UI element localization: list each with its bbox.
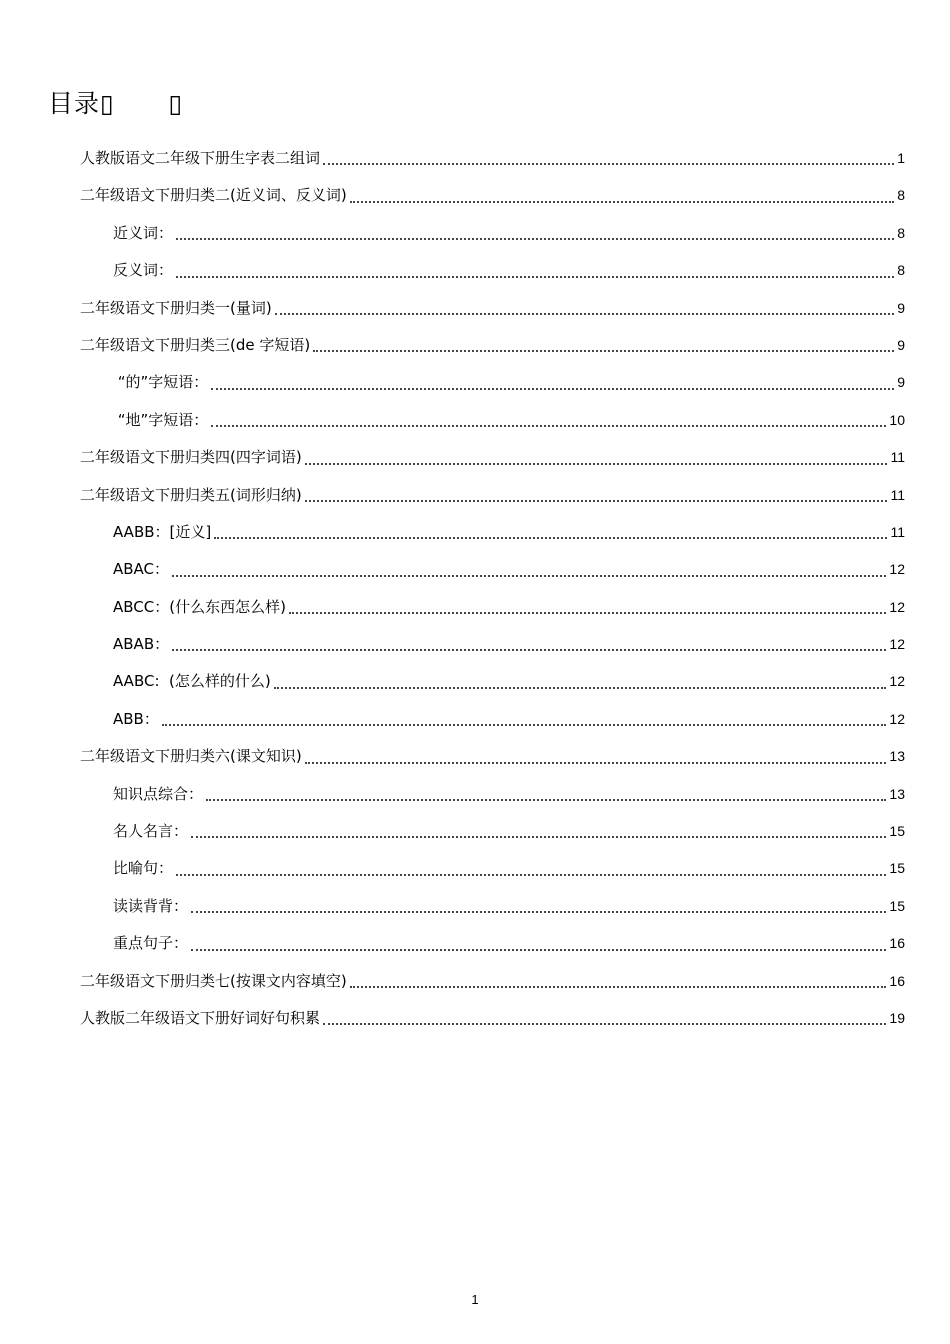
toc-entry-label: AABB：[近义] — [113, 522, 212, 541]
toc-entry-label: 二年级语文下册归类二(近义词、反义词) — [80, 186, 347, 205]
toc-entry-label: 人教版二年级语文下册好词好句积累 — [80, 1008, 321, 1027]
dot-leader — [323, 1023, 886, 1025]
dot-leader — [305, 463, 888, 465]
dot-leader — [191, 949, 886, 951]
toc-entry-page: 8 — [897, 187, 905, 204]
dot-leader — [211, 388, 894, 390]
toc-entry[interactable] — [80, 290, 905, 327]
toc-entry-page: 10 — [889, 411, 905, 428]
toc-entry-page: 15 — [889, 860, 905, 877]
toc-entry-page: 9 — [897, 374, 905, 391]
toc-entry-page: 12 — [889, 673, 905, 690]
toc-entry[interactable] — [80, 925, 905, 962]
toc-entry-page: 11 — [890, 486, 905, 503]
dot-leader — [211, 425, 886, 427]
dot-leader — [305, 500, 888, 502]
toc-entry-label: 二年级语文下册归类七(按课文内容填空) — [80, 971, 347, 990]
toc-entry-label: 二年级语文下册归类一(量词) — [80, 298, 272, 317]
dot-leader — [350, 201, 894, 203]
toc-entry-label: 人教版语文二年级下册生字表二组词 — [80, 148, 321, 167]
dot-leader — [176, 874, 886, 876]
toc-entry-label: ABAC： — [113, 560, 170, 579]
toc-entry-label: 二年级语文下册归类五(词形归纳) — [80, 485, 302, 504]
toc-entry-page: 12 — [889, 598, 905, 615]
toc-entry-label: 反义词： — [113, 261, 174, 280]
toc-entry[interactable] — [80, 589, 905, 626]
toc-entry[interactable] — [80, 1000, 905, 1037]
table-of-contents — [80, 140, 905, 1037]
dot-leader — [172, 649, 886, 651]
toc-entry-label: ABCC：(什么东西怎么样) — [113, 597, 286, 616]
toc-entry[interactable] — [80, 327, 905, 364]
dot-leader — [172, 575, 886, 577]
toc-entry-label: “地”字短语： — [113, 410, 209, 429]
toc-entry-label: 二年级语文下册归类六(课文知识) — [80, 747, 302, 766]
dot-leader — [162, 724, 887, 726]
dot-leader — [313, 350, 894, 352]
toc-entry-label: 比喻句： — [113, 859, 174, 878]
dot-leader — [191, 911, 886, 913]
toc-entry-page: 1 — [897, 149, 905, 166]
toc-entry-label: ABAB： — [113, 635, 170, 654]
toc-entry[interactable] — [80, 252, 905, 289]
toc-entry-label: 读读背背： — [113, 896, 189, 915]
toc-entry-label: 重点句子： — [113, 934, 189, 953]
toc-entry-page: 11 — [890, 449, 905, 466]
page-number: 1 — [471, 1292, 479, 1307]
toc-entry[interactable] — [80, 963, 905, 1000]
toc-entry[interactable] — [80, 663, 905, 700]
toc-title: 目录▯ ▯ — [48, 89, 184, 118]
toc-entry[interactable] — [80, 402, 905, 439]
toc-entry-page: 12 — [889, 636, 905, 653]
toc-entry[interactable] — [80, 888, 905, 925]
toc-entry[interactable] — [80, 140, 905, 177]
toc-entry-page: 9 — [897, 336, 905, 353]
toc-entry[interactable] — [80, 439, 905, 476]
toc-entry-page: 19 — [889, 1009, 905, 1026]
toc-entry-label: ABB： — [113, 709, 159, 728]
dot-leader — [274, 687, 887, 689]
toc-entry-page: 8 — [897, 224, 905, 241]
toc-entry[interactable] — [80, 551, 905, 588]
toc-entry-label: 知识点综合： — [113, 784, 204, 803]
toc-entry[interactable] — [80, 514, 905, 551]
toc-entry-page: 16 — [889, 972, 905, 989]
toc-entry[interactable] — [80, 477, 905, 514]
toc-entry-page: 13 — [889, 748, 905, 765]
toc-entry[interactable] — [80, 738, 905, 775]
dot-leader — [275, 313, 894, 315]
toc-entry-page: 16 — [889, 935, 905, 952]
toc-entry-page: 8 — [897, 262, 905, 279]
dot-leader — [214, 537, 887, 539]
toc-entry-label: 近义词： — [113, 223, 174, 242]
toc-entry-page: 13 — [889, 785, 905, 802]
dot-leader — [176, 238, 894, 240]
toc-entry-label: 二年级语文下册归类四(四字词语) — [80, 448, 302, 467]
toc-entry[interactable] — [80, 776, 905, 813]
toc-entry-label: 名人名言： — [113, 822, 189, 841]
toc-entry[interactable] — [80, 177, 905, 214]
toc-entry-page: 12 — [889, 710, 905, 727]
dot-leader — [350, 986, 887, 988]
toc-entry-label: “的”字短语： — [113, 373, 209, 392]
toc-entry[interactable] — [80, 701, 905, 738]
dot-leader — [206, 799, 886, 801]
dot-leader — [176, 276, 894, 278]
toc-entry-page: 15 — [889, 897, 905, 914]
dot-leader — [305, 762, 887, 764]
toc-entry-page: 11 — [890, 523, 905, 540]
toc-entry[interactable] — [80, 850, 905, 887]
dot-leader — [323, 163, 894, 165]
dot-leader — [191, 836, 886, 838]
toc-entry[interactable] — [80, 813, 905, 850]
toc-entry[interactable] — [80, 364, 905, 401]
toc-entry-label: 二年级语文下册归类三(de 字短语) — [80, 335, 311, 354]
toc-entry-page: 12 — [889, 561, 905, 578]
toc-entry[interactable] — [80, 626, 905, 663]
toc-entry-page: 15 — [889, 823, 905, 840]
toc-entry-label: AABC: (怎么样的什么) — [113, 672, 271, 691]
toc-entry-page: 9 — [897, 299, 905, 316]
dot-leader — [289, 612, 886, 614]
toc-entry[interactable] — [80, 215, 905, 252]
